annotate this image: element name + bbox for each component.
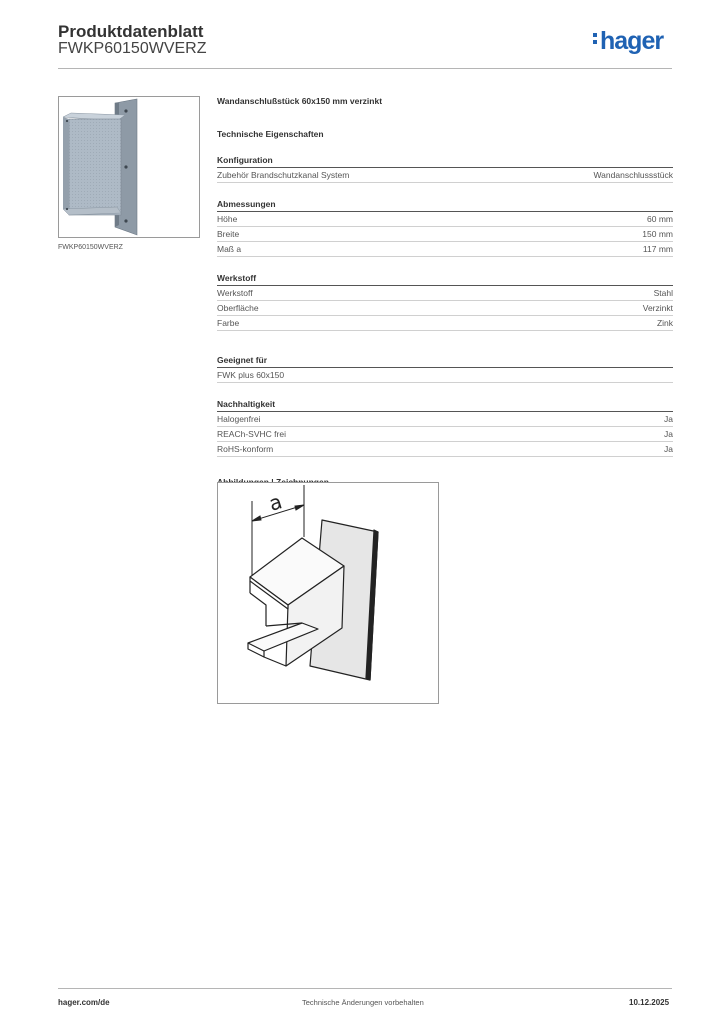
product-photo [58,96,200,238]
row-label: Farbe [217,318,240,328]
row-value: Ja [664,414,673,424]
table-row [217,227,673,242]
footer-website: hager.com/de [58,998,110,1007]
technical-heading: Technische Eigenschaften [217,129,324,139]
page-title: Produktdatenblatt [58,22,204,41]
table-row [217,368,673,383]
section-geeignet-fuer [217,355,673,383]
row-value: Stahl [653,288,673,298]
technical-drawing [217,482,439,704]
row-value: Ja [664,444,673,454]
footer-date: 10.12.2025 [629,998,670,1007]
product-details [217,96,673,487]
row-label: Höhe [217,214,238,224]
table-row [217,168,673,183]
section-title: Abmessungen [217,199,673,212]
row-label: Breite [217,229,240,239]
product-photo-illustration [59,97,199,237]
row-label: Halogenfrei [217,414,261,424]
technical-drawing-illustration [218,483,438,703]
dimension-label: a [266,489,285,516]
photo-caption: FWKP60150WVERZ [58,244,123,251]
row-label: Zubehör Brandschutzkanal System [217,170,350,180]
table-row [217,427,673,442]
row-value: 117 mm [642,244,673,254]
row-label: RoHS-konform [217,444,274,454]
section-werkstoff [217,273,673,331]
section-title: Konfiguration [217,155,673,168]
section-nachhaltigkeit [217,399,673,457]
table-row [217,412,673,427]
table-row [217,442,673,457]
footer-note: Technische Änderungen vorbehalten [302,998,424,1007]
logo-colon-icon [593,30,598,47]
section-abmessungen [217,199,673,257]
product-code: FWKP60150WVERZ [58,40,207,57]
section-title: Nachhaltigkeit [217,399,673,412]
section-title: Geeignet für [217,355,673,368]
table-row [217,242,673,257]
header-divider [58,68,672,69]
hager-logo [593,27,663,56]
row-label: FWK plus 60x150 [217,370,285,380]
row-label: Werkstoff [217,288,253,298]
section-konfiguration [217,155,673,183]
footer-divider [58,988,672,989]
row-label: Maß a [217,244,242,254]
table-row [217,316,673,331]
table-row [217,301,673,316]
row-label: REACh-SVHC frei [217,429,286,439]
product-name: Wandanschlußstück 60x150 mm verzinkt [217,96,383,106]
row-value: Wandanschlussstück [593,170,673,180]
table-row [217,286,673,301]
row-value: Ja [664,429,673,439]
row-value: Verzinkt [642,303,673,313]
row-label: Oberfläche [217,303,259,313]
row-value: 150 mm [642,229,673,239]
logo-text: hager [600,27,664,55]
section-title: Werkstoff [217,273,673,286]
row-value: 60 mm [647,214,673,224]
row-value: Zink [656,318,673,328]
table-row [217,212,673,227]
